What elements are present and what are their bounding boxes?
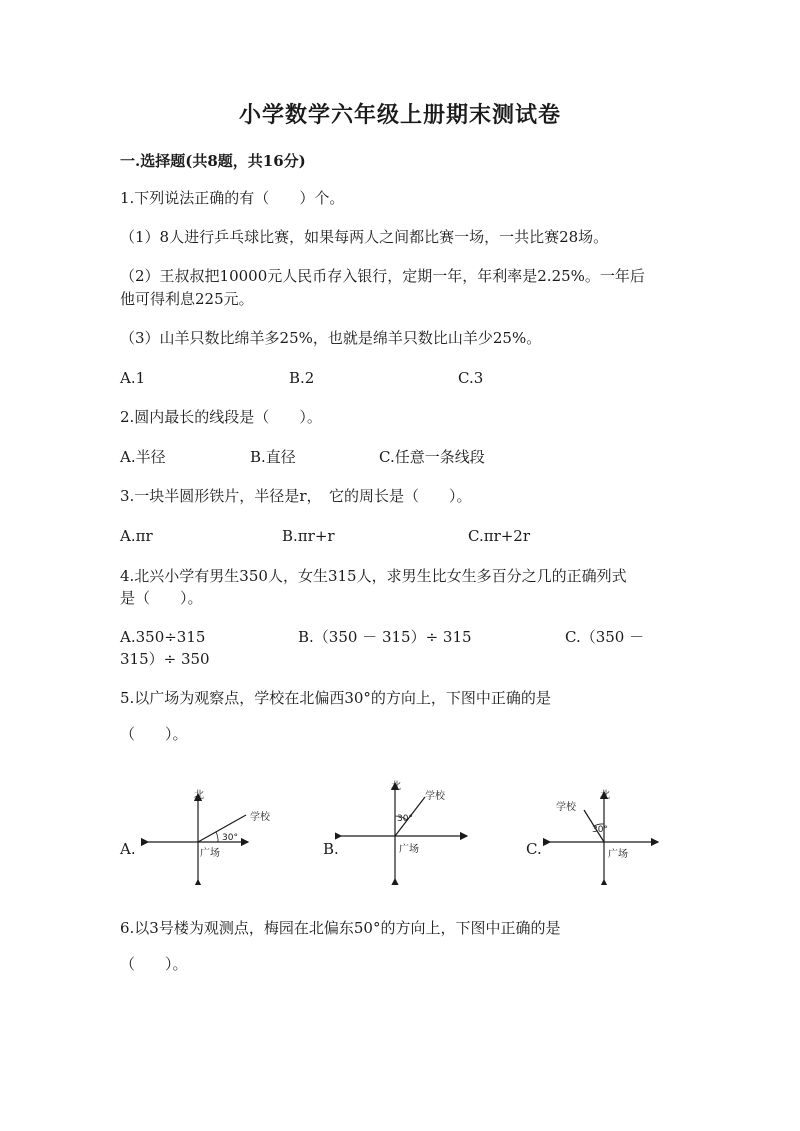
angle-label: 30°	[222, 833, 238, 843]
q2-option-a: A.半径	[120, 448, 166, 466]
school-label: 学校	[425, 791, 445, 802]
q1-option-c: C.3	[458, 369, 484, 387]
q6-stem: 6.以3号楼为观测点，梅园在北偏东50°的方向上，下图中正确的是	[120, 919, 561, 937]
north-label: 北	[600, 790, 610, 801]
q5-fig-a-label: A.	[120, 840, 136, 858]
q5-blank: （ ）。	[120, 725, 188, 743]
angle-label: 30°	[397, 814, 413, 824]
q1-option-b: B.2	[289, 369, 315, 387]
q4-stem: 4.北兴小学有男生350人，女生315人，求男生比女生多百分之几的正确列式	[120, 567, 627, 585]
q1-stem: 1.下列说法正确的有（ ）个。	[120, 189, 345, 207]
q4-option-b: B.（350 － 315）÷ 315	[298, 628, 472, 646]
angle-label: 30°	[592, 825, 608, 835]
q5-stem: 5.以广场为观察点，学校在北偏西30°的方向上，下图中正确的是	[120, 689, 551, 707]
q1-statement-3: （3）山羊只数比绵羊多25%，也就是绵羊只数比山羊少25%。	[120, 329, 542, 347]
q1-statement-2: （2）王叔叔把10000元人民币存入银行，定期一年，年利率是2.25%。一年后	[120, 267, 645, 285]
q3-option-c: C.πr+2r	[468, 527, 531, 545]
q2-option-b: B.直径	[250, 448, 296, 466]
q5-figure-b	[335, 775, 475, 885]
q6-blank: （ ）。	[120, 955, 188, 973]
q2-option-c: C.任意一条线段	[379, 448, 485, 466]
q1-statement-1: （1）8人进行乒乓球比赛，如果每两人之间都比赛一场，一共比赛28场。	[120, 228, 609, 246]
north-label: 北	[194, 790, 204, 801]
north-label: 北	[391, 781, 401, 792]
school-label: 学校	[556, 802, 576, 813]
q2-stem: 2.圆内最长的线段是（ ）。	[120, 408, 322, 426]
q3-option-a: A.πr	[120, 527, 153, 545]
q1-option-a: A.1	[120, 369, 146, 387]
q5-figure-c	[540, 780, 665, 885]
square-label: 广场	[200, 848, 220, 859]
q1-statement-2-cont: 他可得利息225元。	[120, 290, 254, 308]
q4-stem-cont: 是（ ）。	[120, 589, 203, 607]
q5-fig-c-label: C.	[526, 840, 542, 858]
q4-option-c-cont: 315）÷ 350	[120, 650, 210, 668]
q4-option-a: A.350÷315	[120, 628, 206, 646]
q3-option-b: B.πr+r	[282, 527, 335, 545]
school-label: 学校	[250, 812, 270, 823]
section-heading: 一.选择题(共8题，共16分)	[120, 152, 306, 170]
square-label: 广场	[399, 844, 419, 855]
page-title: 小学数学六年级上册期末测试卷	[238, 102, 561, 128]
q5-figure-a	[140, 780, 290, 885]
q5-fig-b-label: B.	[323, 840, 339, 858]
angle-arc	[216, 832, 218, 842]
square-label: 广场	[608, 849, 628, 860]
q3-stem: 3.一块半圆形铁片，半径是r， 它的周长是（ ）。	[120, 487, 472, 505]
q4-option-c: C.（350 －	[565, 628, 645, 646]
